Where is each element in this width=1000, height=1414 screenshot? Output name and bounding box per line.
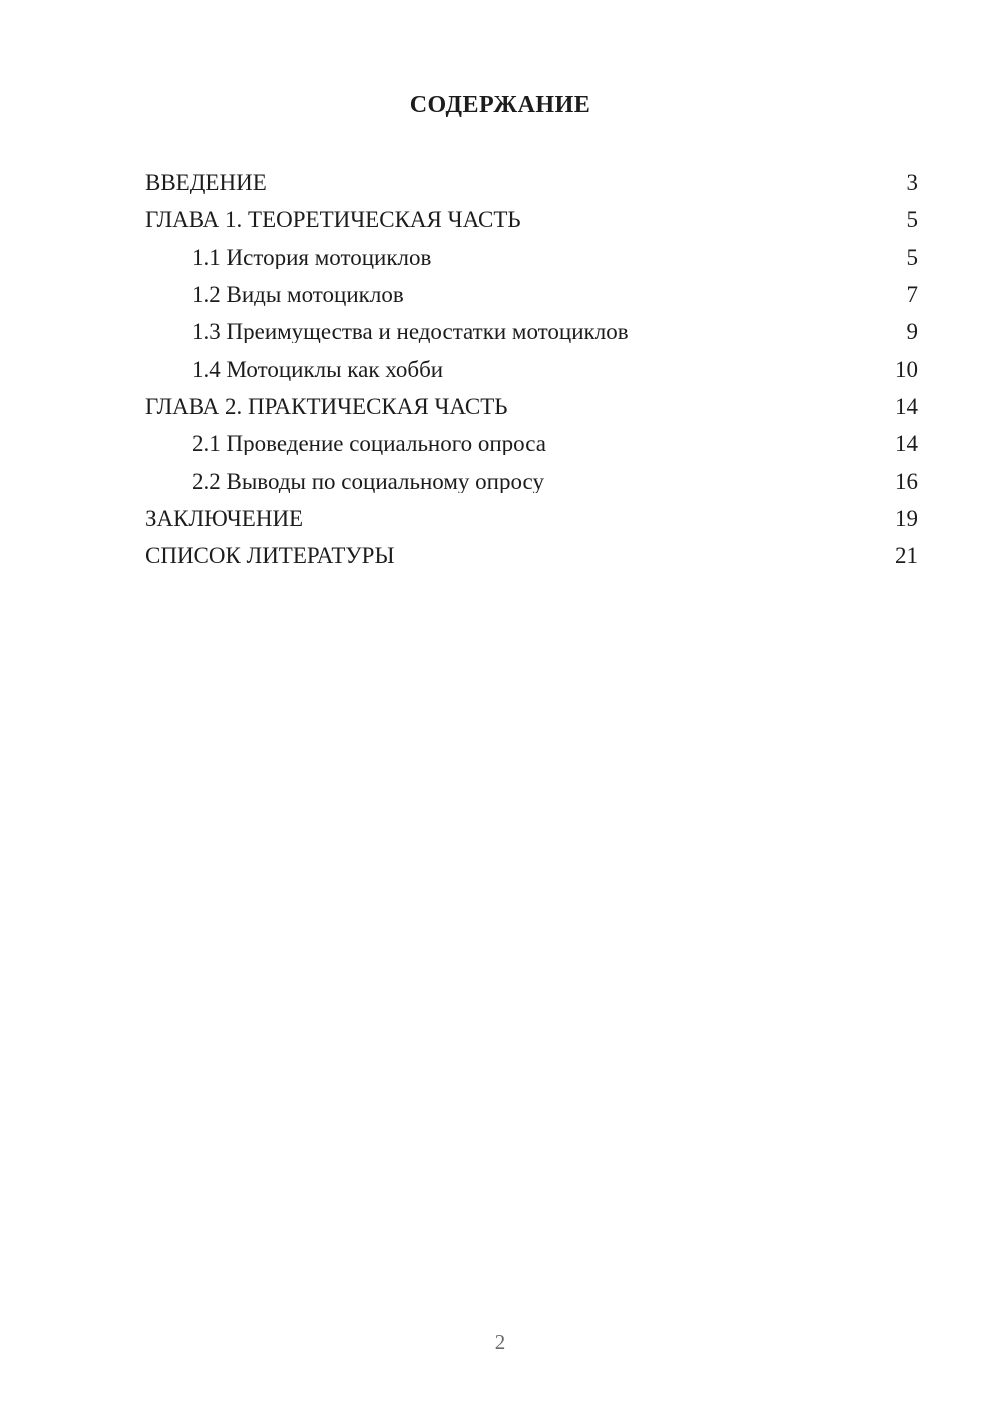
- toc-entry-page: 5: [906, 244, 918, 270]
- toc-entry: [145, 164, 918, 201]
- toc-entry: [145, 201, 918, 238]
- toc-entry-label: 2.1 Проведение социального опроса: [192, 432, 546, 456]
- page-title: СОДЕРЖАНИЕ: [409, 92, 591, 118]
- toc-entry-page: 14: [895, 431, 918, 457]
- toc-entry-label: 1.3 Преимущества и недостатки мотоциклов: [192, 320, 629, 344]
- toc-entry-label: 1.4 Мотоциклы как хобби: [192, 357, 444, 381]
- toc-entry-page: 19: [895, 505, 918, 531]
- toc-entry: [145, 239, 918, 276]
- toc-entry-label: СПИСОК ЛИТЕРАТУРЫ: [145, 544, 395, 568]
- toc-entry: [145, 462, 918, 499]
- toc-entry-label: 2.2 Выводы по социальному опросу: [192, 469, 544, 493]
- toc-entry-page: 7: [906, 282, 918, 308]
- toc-entry: [145, 313, 918, 350]
- table-of-contents: [145, 164, 918, 574]
- toc-entry: [145, 350, 918, 387]
- toc-entry-label: 1.2 Виды мотоциклов: [192, 283, 404, 307]
- toc-entry: [145, 425, 918, 462]
- footer-page-number: 2: [494, 1330, 506, 1354]
- toc-entry-label: ЗАКЛЮЧЕНИЕ: [145, 506, 304, 530]
- toc-entry: [145, 276, 918, 313]
- toc-entry-page: 16: [895, 468, 918, 494]
- toc-entry-page: 5: [906, 207, 918, 233]
- toc-entry: [145, 500, 918, 537]
- toc-entry: [145, 537, 918, 574]
- toc-entry-label: ВВЕДЕНИЕ: [145, 171, 267, 195]
- toc-entry-label: 1.1 История мотоциклов: [192, 245, 432, 269]
- toc-entry-page: 14: [895, 393, 918, 419]
- toc-entry-page: 9: [906, 319, 918, 345]
- toc-entry-page: 21: [895, 543, 918, 569]
- toc-entry-label: ГЛАВА 2. ПРАКТИЧЕСКАЯ ЧАСТЬ: [145, 394, 508, 418]
- toc-entry-page: 3: [906, 170, 918, 196]
- toc-entry: [145, 388, 918, 425]
- toc-entry-page: 10: [895, 356, 918, 382]
- toc-entry-label: ГЛАВА 1. ТЕОРЕТИЧЕСКАЯ ЧАСТЬ: [145, 208, 521, 232]
